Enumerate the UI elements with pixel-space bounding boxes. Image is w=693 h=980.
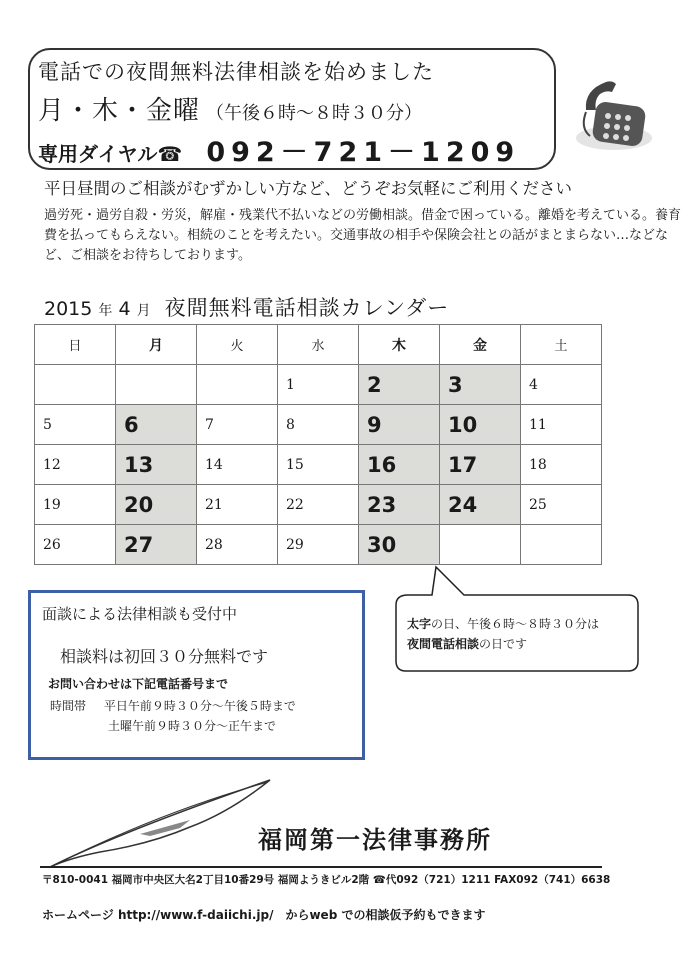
calendar-day: 13: [116, 445, 197, 485]
calendar-day: 18: [521, 445, 602, 485]
calendar-week-row: [35, 405, 602, 445]
note-bold-2: 夜間電話相談: [407, 637, 480, 651]
dial-label: 専用ダイヤル☎: [38, 142, 183, 166]
calendar-week-row: [35, 445, 602, 485]
calendar-day: 23: [359, 485, 440, 525]
weekday-header: 土: [521, 325, 602, 365]
month-unit: 月: [136, 303, 151, 319]
interview-hours-weekday: [50, 697, 296, 714]
calendar-day: 3: [440, 365, 521, 405]
calendar-empty-cell: [35, 365, 116, 405]
calendar-title: [44, 292, 449, 322]
weekday-header: 金: [440, 325, 521, 365]
calendar-day: 20: [116, 485, 197, 525]
calendar-day: 15: [278, 445, 359, 485]
calendar-day: 5: [35, 405, 116, 445]
note-text-2: の日です: [479, 637, 528, 651]
weekday-header: 水: [278, 325, 359, 365]
headline: 電話での夜間無料法律相談を始めました: [38, 60, 434, 84]
calendar-day: 9: [359, 405, 440, 445]
weekday-header: 木: [359, 325, 440, 365]
interview-hours-saturday: 土曜午前９時３０分～正午まで: [108, 719, 277, 733]
hours-label: 時間帯: [50, 699, 87, 713]
interview-contact: お問い合わせは下記電話番号まで: [48, 677, 229, 691]
calendar-day: 10: [440, 405, 521, 445]
calendar-day: 25: [521, 485, 602, 525]
telephone-icon: [566, 70, 656, 160]
calendar-day: 2: [359, 365, 440, 405]
dedicated-dial: [38, 130, 520, 169]
calendar-day: 7: [197, 405, 278, 445]
calendar-day: 6: [116, 405, 197, 445]
weekday-header: 日: [35, 325, 116, 365]
calendar-day: 27: [116, 525, 197, 565]
calendar-week-row: [35, 365, 602, 405]
consultation-examples: 過労死・過労自殺・労災，解雇・残業代不払いなどの労働相談。借金で困っている。離婚を考えている。養育費を払ってもらえない。相続のことを考えたい。交通事故の相手や保険会社との話がまとまらない…などなど、ご相談をお待ちしております。: [44, 208, 682, 263]
calendar-day: 11: [521, 405, 602, 445]
calendar-year: 2015: [44, 298, 93, 320]
calendar-day: 26: [35, 525, 116, 565]
calendar-day: 12: [35, 445, 116, 485]
calendar-empty-cell: [521, 525, 602, 565]
weekday-header: 火: [197, 325, 278, 365]
calendar-empty-cell: [197, 365, 278, 405]
consultation-calendar: [34, 324, 602, 565]
note-text-1: の日、午後６時～８時３０分は: [431, 617, 600, 631]
calendar-day: 4: [521, 365, 602, 405]
note-bold-1: 太字: [407, 617, 432, 631]
hours-label: （午後６時～８時３０分）: [206, 103, 423, 124]
quill-icon: [40, 772, 280, 872]
calendar-day: 14: [197, 445, 278, 485]
calendar-empty-cell: [440, 525, 521, 565]
calendar-month: 4: [118, 298, 131, 320]
calendar-day: 1: [278, 365, 359, 405]
weekday-header: 月: [116, 325, 197, 365]
calendar-day: 30: [359, 525, 440, 565]
year-unit: 年: [98, 303, 113, 319]
firm-address: 〒810-0041 福岡市中央区大名2丁目10番29号 福岡ようきビル2階 ☎代092（721）1211 FAX092（741）6638: [42, 874, 611, 886]
calendar-day: 24: [440, 485, 521, 525]
calendar-week-row: [35, 525, 602, 565]
calendar-day: 16: [359, 445, 440, 485]
days-label: 月・木・金曜: [38, 96, 201, 126]
calendar-day: 8: [278, 405, 359, 445]
calendar-day: 17: [440, 445, 521, 485]
calendar-day: 29: [278, 525, 359, 565]
calendar-week-row: [35, 485, 602, 525]
hours-weekday: 平日午前９時３０分～午後５時まで: [103, 699, 296, 713]
calendar-empty-cell: [116, 365, 197, 405]
calendar-day: 21: [197, 485, 278, 525]
note-line-1: [407, 615, 599, 632]
dial-number[interactable]: 092－721－1209: [206, 137, 521, 168]
calendar-day: 28: [197, 525, 278, 565]
interview-title: 面談による法律相談も受付中: [42, 605, 238, 623]
calendar-day: 19: [35, 485, 116, 525]
calendar-heading: 夜間無料電話相談カレンダー: [164, 296, 450, 320]
interview-fee: 相談料は初回３０分無料です: [60, 647, 269, 666]
homepage-info[interactable]: ホームページ http://www.f-daiichi.jp/ からweb での相談仮予約もできます: [42, 908, 486, 922]
note-line-2: [407, 635, 527, 652]
intro-text: 平日昼間のご相談がむずかしい方など、どうぞお気軽にご利用ください: [44, 179, 572, 198]
consult-days: [38, 90, 422, 127]
divider: [40, 866, 602, 868]
firm-name: 福岡第一法律事務所: [258, 826, 492, 854]
calendar-day: 22: [278, 485, 359, 525]
